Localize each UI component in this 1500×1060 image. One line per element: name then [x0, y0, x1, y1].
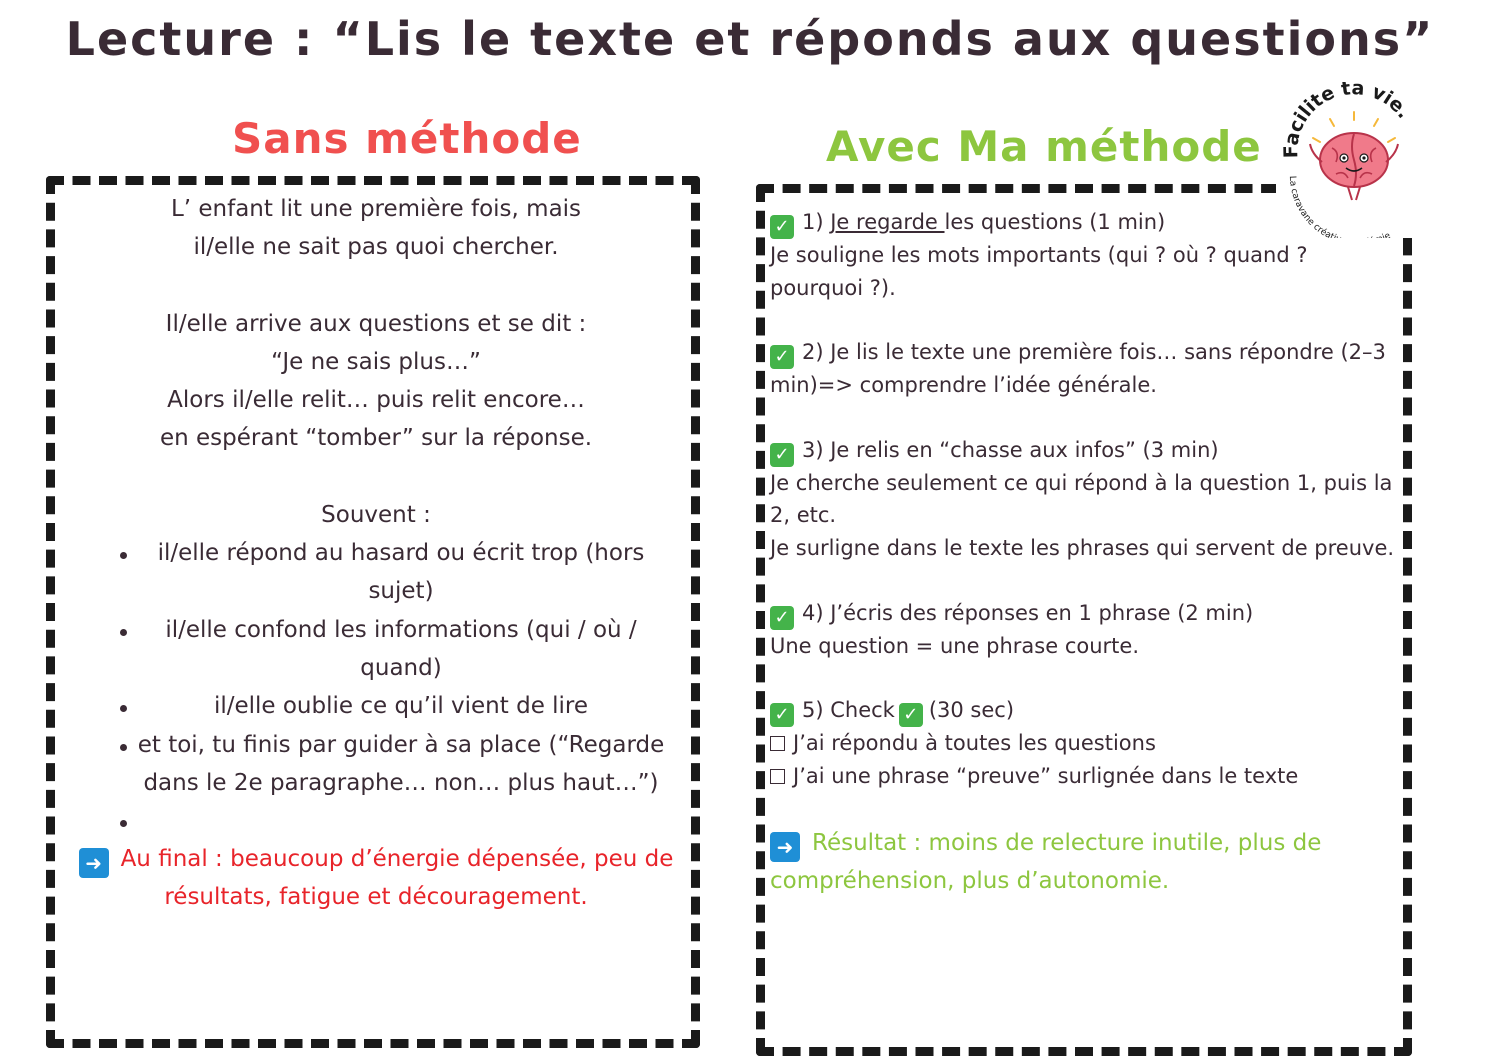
bullet-list	[76, 534, 676, 840]
checkbox-icon	[770, 769, 785, 784]
step-5: ✓ 5) Check ✓ (30 sec) J’ai répondu à toutes les questions J’ai une phrase “preuve” surlignée dans le texte	[770, 694, 1400, 792]
checkbox-icon	[770, 736, 785, 751]
list-item: il/elle répond au hasard ou écrit trop (hors sujet)	[76, 534, 676, 611]
step-4: ✓ 4) J’écris des réponses en 1 phrase (2 min) Une question = une phrase courte.	[770, 600, 1254, 658]
list-item: il/elle confond les informations (qui / où / quand)	[76, 611, 676, 688]
list-item: et toi, tu finis par guider à sa place (“Regarde dans le 2e paragraphe… non… plus haut…”)	[76, 726, 676, 803]
text-line: Il/elle arrive aux questions et se dit :	[165, 310, 587, 337]
check-mark-icon: ✓	[770, 606, 794, 630]
final-note: ➜ Au final : beaucoup d’énergie dépensée, peu de résultats, fatigue et découragement.	[76, 840, 676, 917]
check-mark-icon: ✓	[770, 345, 794, 369]
right-arrow-icon: ➜	[79, 848, 109, 878]
step-3: ✓ 3) Je relis en “chasse aux infos” (3 min) Je cherche seulement ce qui répond à la question 1, puis la 2, etc. Je surligne dans le texte les phrases qui servent de preuve.	[770, 437, 1395, 560]
result-note: ➜ Résultat : moins de relecture inutile, plus de compréhension, plus d’autonomie.	[770, 830, 1322, 895]
brand-logo	[1276, 82, 1432, 238]
logo-arc-top-text: Facilite ta vie.	[1280, 82, 1415, 159]
left-column	[76, 190, 676, 917]
text-line: “Je ne sais plus…”	[271, 348, 481, 375]
check-mark-icon: ✓	[770, 443, 794, 467]
heading-sans-methode: Sans méthode	[232, 114, 582, 163]
list-item-empty	[76, 802, 676, 840]
check-mark-icon: ✓	[770, 215, 794, 239]
text-line: en espérant “tomber” sur la réponse.	[159, 425, 593, 452]
heading-avec-methode: Avec Ma méthode	[826, 122, 1262, 171]
page-title: Lecture : “Lis le texte et réponds aux questions”	[65, 12, 1435, 66]
bullet-icon	[120, 629, 127, 636]
bullet-icon	[120, 552, 127, 559]
step-2: ✓ 2) Je lis le texte une première fois… sans répondre (2–3 min)=> comprendre l’idée générale.	[770, 340, 1386, 398]
souvent-label: Souvent :	[321, 501, 431, 528]
right-column	[770, 206, 1400, 923]
bullet-icon	[120, 820, 127, 827]
step-1: ✓ 1) Je regarde les questions (1 min) Je souligne les mots importants (qui ? où ? quand ? pourquoi ?).	[770, 210, 1308, 300]
text-line: L’ enfant lit une première fois, mais	[170, 196, 582, 222]
text-line: Alors il/elle relit… puis relit encore…	[167, 387, 585, 414]
bullet-icon	[120, 744, 127, 751]
text-line: il/elle ne sait pas quoi chercher.	[193, 234, 559, 261]
check-mark-icon: ✓	[899, 703, 923, 727]
bullet-icon	[120, 705, 127, 712]
right-arrow-icon: ➜	[770, 832, 800, 862]
logo-arc-bottom-text: La caravane créat e	[1286, 175, 1393, 238]
list-item: il/elle oublie ce qu’il vient de lire	[76, 687, 676, 725]
brain-logo-icon	[1276, 82, 1432, 238]
check-mark-icon: ✓	[770, 703, 794, 727]
